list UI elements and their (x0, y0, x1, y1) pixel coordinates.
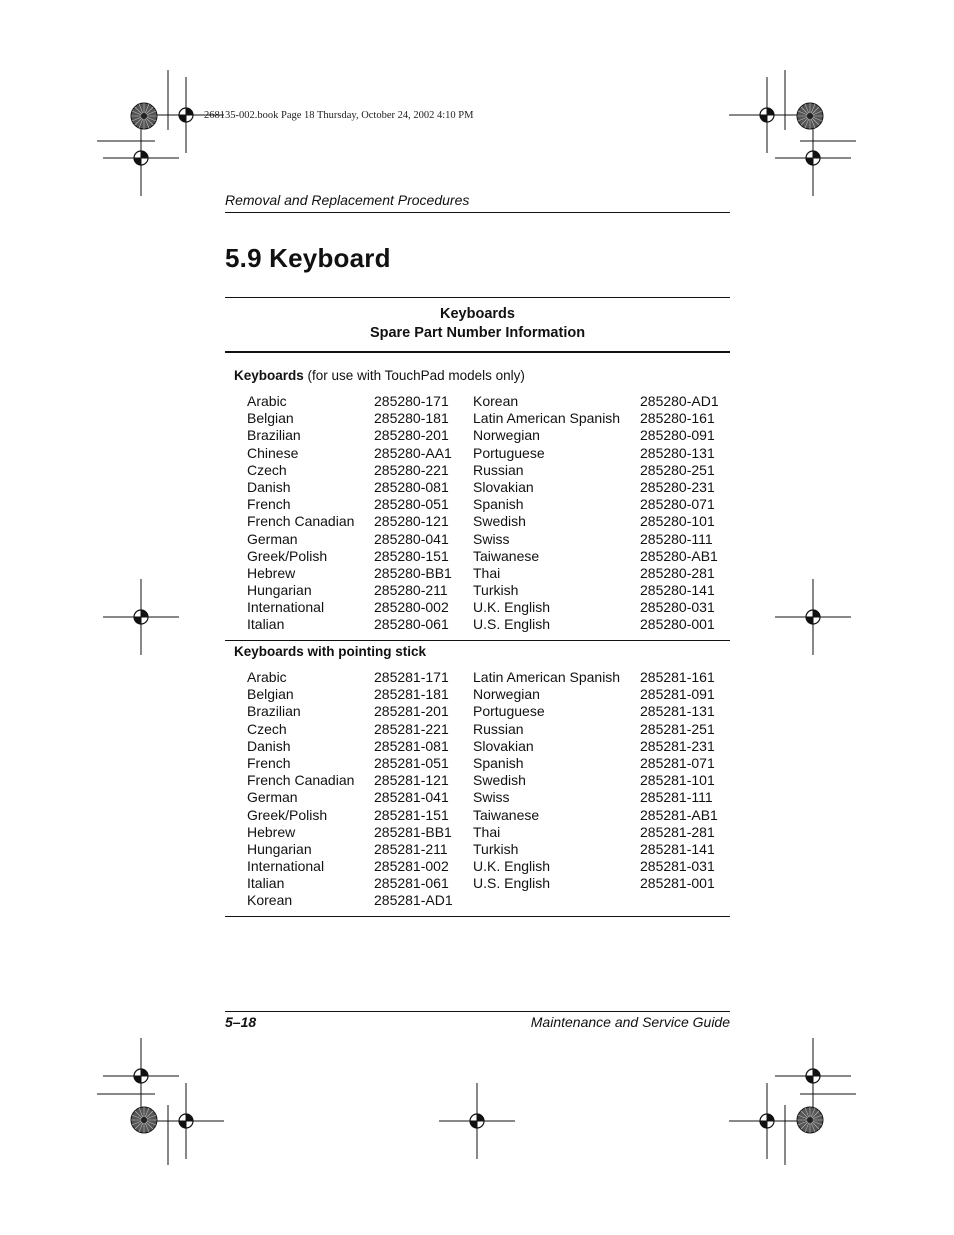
part-number: 285280-181 (374, 410, 449, 427)
touchpad-keyboard-list (247, 393, 737, 634)
footer-rule (225, 1011, 730, 1012)
touchpad-section-label: Keyboards (234, 368, 304, 383)
part-number: 285280-061 (374, 616, 449, 633)
table-row (247, 755, 737, 772)
part-number: 285280-101 (640, 513, 715, 530)
language-name: Brazilian (247, 427, 301, 444)
touchpad-section-note: (for use with TouchPad models only) (307, 368, 525, 383)
part-number: 285280-071 (640, 496, 715, 513)
part-number: 285280-201 (374, 427, 449, 444)
table-row (247, 427, 737, 444)
language-name: Chinese (247, 444, 299, 461)
language-name: Swiss (473, 789, 510, 806)
language-name: Swedish (473, 513, 526, 530)
part-number: 285280-251 (640, 461, 715, 478)
language-name: International (247, 858, 325, 875)
part-number: 285281-221 (374, 720, 449, 737)
language-name: Arabic (247, 393, 287, 409)
table-row (247, 513, 737, 530)
table-row (247, 462, 737, 479)
pointing-stick-section-heading (234, 644, 426, 659)
table-row (247, 772, 737, 789)
language-name: French (247, 754, 291, 771)
table-row (247, 410, 737, 427)
table-row (247, 721, 737, 738)
language-name: Spanish (473, 754, 524, 771)
part-number: 285280-221 (374, 461, 449, 478)
part-number: 285281-161 (640, 669, 715, 685)
table-row (247, 686, 737, 703)
part-number: 285280-041 (374, 530, 449, 547)
part-number: 285281-281 (640, 823, 715, 840)
language-name: Russian (473, 461, 524, 478)
table-header-rule (225, 351, 730, 353)
part-number: 285281-171 (374, 669, 449, 685)
part-number: 285281-071 (640, 754, 715, 771)
language-name: German (247, 789, 298, 806)
table-row (247, 738, 737, 755)
language-name: French Canadian (247, 513, 355, 530)
language-name: Portuguese (473, 703, 545, 720)
running-head: Removal and Replacement Procedures (225, 192, 470, 208)
language-name: Swedish (473, 772, 526, 789)
language-name: Hungarian (247, 840, 312, 857)
language-name: Italian (247, 616, 285, 633)
part-number: 285281-111 (640, 789, 713, 806)
language-name: U.S. English (473, 875, 551, 892)
table-row (247, 824, 737, 841)
language-name: Thai (473, 823, 501, 840)
part-number: 285281-201 (374, 703, 449, 720)
language-name: Swiss (473, 530, 510, 547)
language-name: Danish (247, 478, 291, 495)
language-name: German (247, 530, 298, 547)
part-number: 285281-061 (374, 875, 449, 892)
table-row (247, 703, 737, 720)
language-name: Taiwanese (473, 806, 540, 823)
section-title: 5.9 Keyboard (225, 243, 391, 273)
table-row (247, 531, 737, 548)
part-number: 285281-AD1 (374, 892, 453, 909)
language-name: International (247, 599, 325, 616)
part-number: 285280-231 (640, 478, 715, 495)
language-name: Greek/Polish (247, 547, 328, 564)
part-number: 285280-161 (640, 410, 715, 427)
table-row (247, 841, 737, 858)
section-divider-rule (225, 640, 730, 641)
table-row (247, 445, 737, 462)
part-number: 285280-121 (374, 513, 449, 530)
language-name: Danish (247, 737, 291, 754)
table-row (247, 548, 737, 565)
print-info: 268135-002.book Page 18 Thursday, October 24, 2002 4:10 PM (204, 110, 474, 121)
part-number: 285281-041 (374, 789, 449, 806)
part-number: 285280-002 (374, 599, 449, 616)
language-name: Slovakian (473, 737, 534, 754)
table-row (247, 875, 737, 892)
table-row (247, 599, 737, 616)
table-row (247, 496, 737, 513)
guide-title: Maintenance and Service Guide (530, 1014, 730, 1030)
part-number: 285280-141 (640, 582, 715, 599)
part-number: 285280-AA1 (374, 444, 452, 461)
part-number: 285280-171 (374, 393, 449, 409)
part-number: 285281-151 (374, 806, 449, 823)
part-number: 285280-001 (640, 616, 715, 633)
part-number: 285280-151 (374, 547, 449, 564)
language-name: Latin American Spanish (473, 410, 621, 427)
part-number: 285280-081 (374, 478, 449, 495)
table-row (247, 479, 737, 496)
part-number: 285281-BB1 (374, 823, 452, 840)
table-row (247, 892, 737, 909)
pointing-stick-keyboard-list (247, 669, 737, 910)
language-name: U.K. English (473, 599, 551, 616)
table-row (247, 807, 737, 824)
language-name: Brazilian (247, 703, 301, 720)
part-number: 285281-101 (640, 772, 715, 789)
language-name: Norwegian (473, 686, 540, 703)
part-number: 285281-211 (374, 840, 448, 857)
table-row (247, 669, 737, 686)
language-name: Korean (473, 393, 519, 409)
language-name: Greek/Polish (247, 806, 328, 823)
language-name: Turkish (473, 582, 519, 599)
language-name: Hebrew (247, 564, 296, 581)
language-name: Belgian (247, 686, 294, 703)
language-name: Norwegian (473, 427, 540, 444)
part-number: 285280-051 (374, 496, 449, 513)
language-name: U.K. English (473, 858, 551, 875)
table-row (247, 616, 737, 633)
table-row (247, 393, 737, 410)
language-name: Belgian (247, 410, 294, 427)
part-number: 285281-181 (374, 686, 449, 703)
part-number: 285281-231 (640, 737, 715, 754)
table-row (247, 789, 737, 806)
language-name: Spanish (473, 496, 524, 513)
language-name: Taiwanese (473, 547, 540, 564)
part-number: 285280-211 (374, 582, 448, 599)
language-name: Hungarian (247, 582, 312, 599)
part-number: 285281-031 (640, 858, 715, 875)
language-name: Portuguese (473, 444, 545, 461)
language-name: Arabic (247, 669, 287, 685)
language-name: French (247, 496, 291, 513)
language-name: Slovakian (473, 478, 534, 495)
part-number: 285280-031 (640, 599, 715, 616)
language-name: French Canadian (247, 772, 355, 789)
pointing-stick-section-label: Keyboards with pointing stick (234, 644, 427, 659)
table-title-line1: Keyboards (440, 306, 515, 322)
language-name: Hebrew (247, 823, 296, 840)
table-row (247, 858, 737, 875)
part-number: 285280-281 (640, 564, 715, 581)
language-name: Korean (247, 892, 293, 909)
part-number: 285281-131 (640, 703, 715, 720)
language-name: Thai (473, 564, 501, 581)
part-number: 285281-251 (640, 720, 715, 737)
language-name: Latin American Spanish (473, 669, 621, 685)
part-number: 285280-AB1 (640, 547, 718, 564)
part-number: 285280-111 (640, 530, 713, 547)
part-number: 285280-BB1 (374, 564, 452, 581)
part-number: 285281-081 (374, 737, 449, 754)
table-top-rule (225, 297, 730, 298)
part-number: 285281-051 (374, 754, 449, 771)
header-rule (225, 212, 730, 213)
language-name: U.S. English (473, 616, 551, 633)
part-number: 285280-131 (640, 444, 715, 461)
table-row (247, 582, 737, 599)
language-name: Italian (247, 875, 285, 892)
language-name: Turkish (473, 840, 519, 857)
part-number: 285281-002 (374, 858, 449, 875)
language-name: Russian (473, 720, 524, 737)
part-number: 285281-AB1 (640, 806, 718, 823)
page-number: 5–18 (225, 1014, 257, 1030)
table-bottom-rule (225, 916, 730, 917)
language-name: Czech (247, 461, 287, 478)
part-number: 285280-091 (640, 427, 715, 444)
touchpad-section-heading (234, 368, 525, 383)
part-number: 285281-121 (374, 772, 449, 789)
table-row (247, 565, 737, 582)
language-name: Czech (247, 720, 287, 737)
part-number: 285281-001 (640, 875, 715, 892)
part-number: 285280-AD1 (640, 393, 719, 409)
part-number: 285281-141 (640, 840, 715, 857)
table-title-line2: Spare Part Number Information (369, 325, 586, 341)
part-number: 285281-091 (640, 686, 715, 703)
